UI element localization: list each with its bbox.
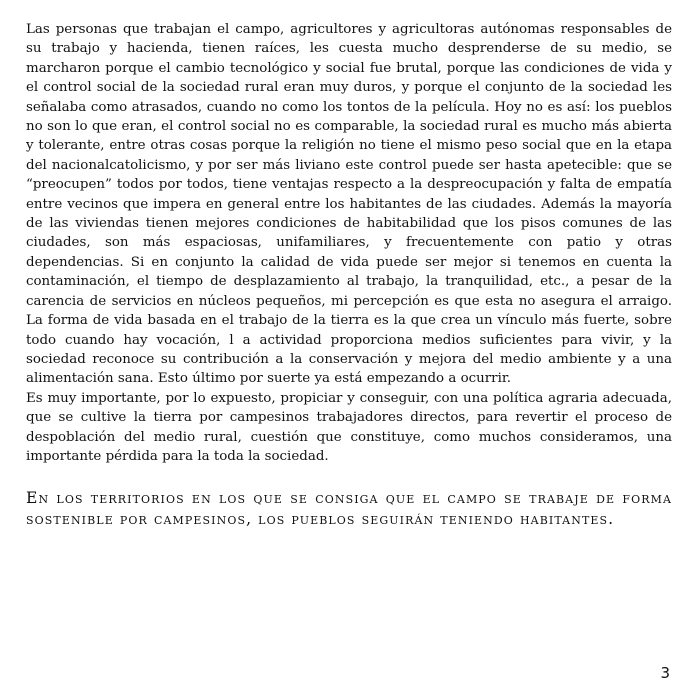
page-number: 3 bbox=[660, 664, 670, 682]
body-paragraph-2: Es muy importante, por lo expuesto, propiciar y conseguir, con una política agraria adecuada, que se cultive la tierra por campesinos trabajadores directos, para revertir el proceso de despoblación del medio rural, cuestión que constituye, como muchos consideramos, una importante pérdida para la toda la sociedad. bbox=[26, 390, 672, 464]
document-page bbox=[26, 20, 672, 529]
body-paragraph-1: Las personas que trabajan el campo, agricultores y agricultoras autónomas responsables de su trabajo y hacienda, tienen raíces, les cuesta mucho desprenderse de su medio, se marcharon porque el cambio tecnológico y social fue brutal, porque las condiciones de vida y el control social de la sociedad rural eran muy duros, y porque el conjunto de la sociedad les señalaba como atrasados, cuando no como los tontos de la película. Hoy no es así: los pueblos no son lo que eran, el control social no es comparable, la sociedad rural es mucho más abierta y tolerante, entre otras cosas porque la religión no tiene el mismo peso social que en la etapa del nacionalcatolicismo, y por ser más liviano este control puede ser hasta apetecible: que se “preocupen” todos por todos, tiene ventajas respecto a la despreocupación y falta de empatía entre vecinos que impera en general entre los habitantes de las ciudades. Además la mayoría de las viviendas tienen mejores condiciones de habitabilidad que los pisos comunes de las ciudades, son más espaciosas, unifamiliares, y frecuentemente con patio y otras dependencias. Si en conjunto la calidad de vida puede ser mejor si tenemos en cuenta la contaminación, el tiempo de desplazamiento al trabajo, la tranquilidad, etc., a pesar de la carencia de servicios en núcleos pequeños, mi percepción es que esta no asegura el arraigo. La forma de vida basada en el trabajo de la tierra es la que crea un vínculo más fuerte, sobre todo cuando hay vocación, l a actividad proporciona medios suficientes para vivir, y la sociedad reconoce su contribución a la conservación y mejora del medio ambiente y a una alimentación sana. Esto último por suerte ya está empezando a ocurrir. bbox=[26, 22, 672, 387]
closing-statement: En los territorios en los que se consiga que el campo se trabaje de forma sostenible por campesinos, los pueblos seguirán teniendo habitantes. bbox=[26, 489, 672, 528]
